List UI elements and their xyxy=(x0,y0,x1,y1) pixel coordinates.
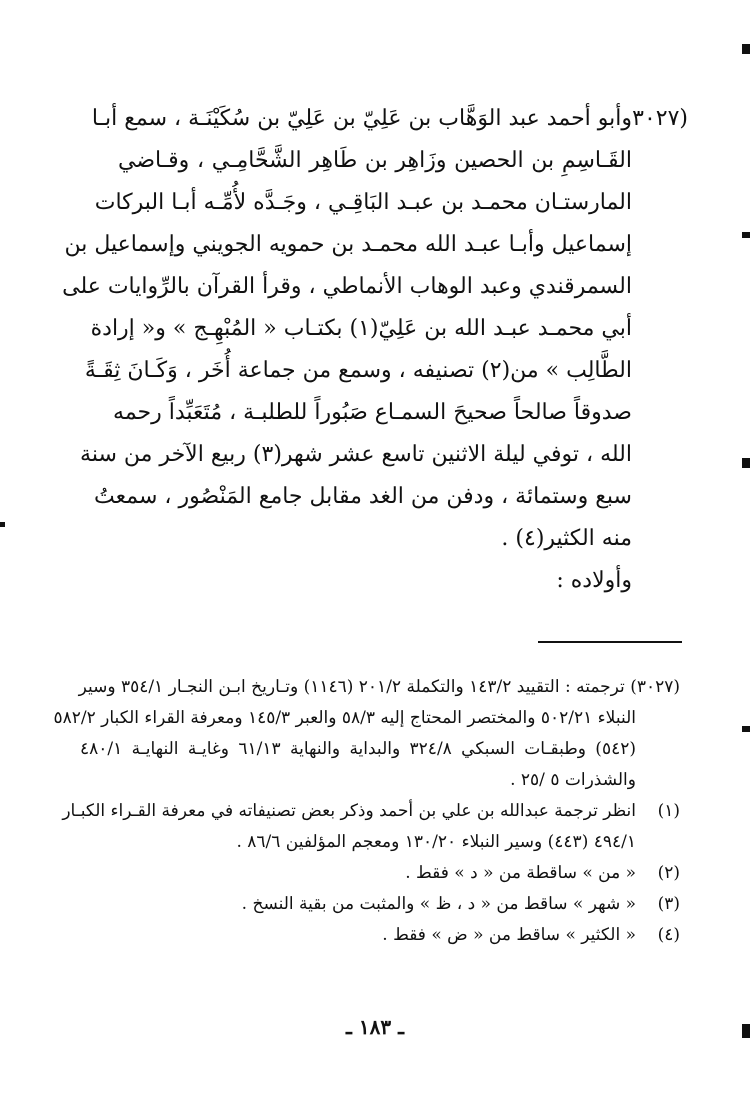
scan-edge-mark xyxy=(742,232,750,238)
footnote-line: ٤٩٤/١ (٤٤٣) وسير النبلاء ١٣٠/٢٠ ومعجم المؤلفين ٨٦/٦ . xyxy=(236,832,636,852)
footnote-line: (٣٠٢٧) ترجمته : التقييد ١٤٣/٢ والتكملة ٢٠١/٢ (١١٤٦) وتـاريخ ابـن النجـار ٣٥٤/١ وسير xyxy=(78,677,680,697)
entry-body xyxy=(62,98,632,602)
footnote-line: النبلاء ٥٠٢/٢١ والمختصر المحتاج إليه ٥٨/٣ والعبر ١٤٥/٣ ومعرفة القراء الكبار ٥٨٢/٢ xyxy=(53,708,636,728)
footnote-number: (١) xyxy=(657,801,680,821)
footnote-3 xyxy=(80,889,680,920)
entry-line: صدوقاً صالحاً صحيحَ السمـاع صَبُوراً للطلبـة ، مُتَعَبِّداً رحمه xyxy=(113,400,632,425)
entry-line: منه الكثير(٤) . xyxy=(501,526,632,551)
entry-line: القَـاسِمِ بن الحصين وزَاهِر بن طَاهِر الشَّحَّامِـي ، وقـاضي xyxy=(118,148,632,173)
footnote-line: (٥٤٢) وطبقـات السبكي ٣٢٤/٨ والبداية والنهاية ٦١/١٣ وغايـة النهايـة ٤٨٠/١ xyxy=(80,739,636,759)
page-number: ـ ١٨٣ ـ xyxy=(346,1015,404,1039)
entry-line: أبي محمـد عبـد الله بن عَلِيّ(١) بكتـاب « المُبْهِـج » و« إرادة xyxy=(90,316,632,341)
footnote-main xyxy=(53,672,680,796)
footnote-line: انظر ترجمة عبدالله بن علي بن أحمد وذكر بعض تصنيفاته في معرفة القـراء الكبـار xyxy=(62,801,636,821)
footnotes xyxy=(53,672,680,951)
scan-edge-mark xyxy=(742,726,750,732)
footnote-2 xyxy=(80,858,680,889)
footnote-line: « شهر » ساقط من « د ، ظ » والمثبت من بقية النسخ . xyxy=(241,894,636,914)
entry-number: (٣٠٢٧ xyxy=(632,106,688,131)
footnote-number: (٤) xyxy=(657,925,680,945)
scan-edge-mark xyxy=(742,458,750,468)
footnote-number: (٢) xyxy=(657,863,680,883)
entry-line: الله ، توفي ليلة الاثنين تاسع عشر شهر(٣) ربيع الآخر من سنة xyxy=(80,442,632,467)
children-heading: وأولاده : xyxy=(556,568,632,593)
entry-line: المارستـان محمـد بن عبـد البَاقِـي ، وجَـدَّه لأُمِّـه أبـا البركات xyxy=(94,190,632,215)
footnote-line: « الكثير » ساقط من « ض » فقط . xyxy=(382,925,636,945)
footnote-number: (٣) xyxy=(657,894,680,914)
scan-edge-mark xyxy=(742,1024,750,1038)
entry-line: السمرقندي وعبد الوهاب الأنماطي ، وقرأ القرآن بالرِّوايات على xyxy=(62,274,632,299)
entry-line: إسماعيل وأبـا عبـد الله محمـد بن حمويه الجويني وإسماعيل بن xyxy=(64,232,632,257)
footnote-4 xyxy=(80,920,680,951)
footnote-divider xyxy=(538,641,682,643)
footnote-1 xyxy=(62,796,680,858)
scan-edge-mark xyxy=(742,44,750,54)
footnote-line: « من » ساقطة من « د » فقط . xyxy=(405,863,636,883)
entry-line: الطَّالِب » من(٢) تصنيفه ، وسمع من جماعة أُخَر ، وَكَـانَ ثِقَـةً xyxy=(84,358,632,383)
entry-line: سبع وستمائة ، ودفن من الغد مقابل جامع المَنْصُور ، سمعتُ xyxy=(94,484,632,509)
scan-edge-mark xyxy=(0,522,5,527)
footnote-line: والشذرات ٥ /٢٥ . xyxy=(510,770,636,790)
entry-line: وأبو أحمد عبد الوَهَّاب بن عَلِيّ بن عَلِيّ بن سُكَيْنَـة ، سمع أبـا xyxy=(91,106,632,131)
